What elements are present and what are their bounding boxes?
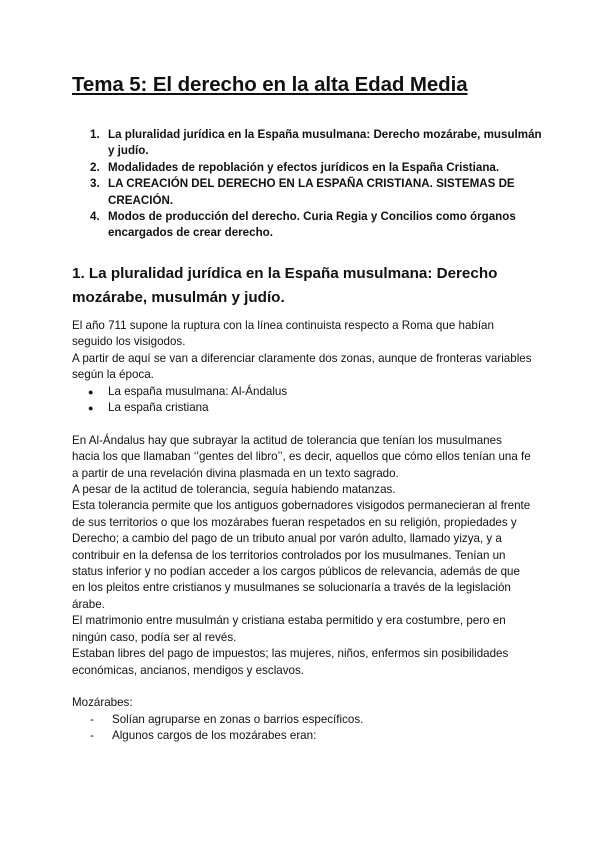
mozarabes-label: Mozárabes: bbox=[72, 696, 133, 710]
paragraph: A pesar de la actitud de tolerancia, seguía habiendo matanzas. bbox=[72, 483, 396, 497]
list-item bbox=[72, 728, 532, 744]
list-item bbox=[72, 400, 532, 416]
list-item-text: La españa musulmana: Al-Ándalus bbox=[108, 384, 288, 398]
bullet-icon: ● bbox=[88, 403, 94, 414]
list-item-text: Solían agruparse en zonas o barrios específicos. bbox=[112, 712, 364, 726]
toc-item bbox=[72, 176, 542, 209]
dash-icon: - bbox=[90, 712, 94, 726]
toc-text: Modalidades de repoblación y efectos jurídicos en la España Cristiana. bbox=[108, 160, 500, 174]
paragraph: A partir de aquí se van a diferenciar claramente dos zonas, aunque de fronteras variables según la época. bbox=[72, 351, 532, 382]
bullet-list bbox=[72, 384, 532, 417]
toc-text: LA CREACIÓN DEL DERECHO EN LA ESPAÑA CRISTIANA. SISTEMAS DE CREACIÓN. bbox=[108, 177, 515, 207]
section-body bbox=[72, 318, 532, 745]
toc-number: 2. bbox=[90, 160, 100, 174]
toc-text: Modos de producción del derecho. Curia Regia y Concilios como órganos encargados de crear derecho. bbox=[108, 210, 516, 240]
table-of-contents bbox=[72, 127, 542, 242]
dash-icon: - bbox=[90, 729, 94, 743]
paragraph: El año 711 supone la ruptura con la línea continuista respecto a Roma que habían seguido los visigodos. bbox=[72, 319, 494, 349]
list-item-text: La españa cristiana bbox=[108, 401, 209, 415]
toc-number: 3. bbox=[90, 177, 100, 191]
spacer bbox=[72, 416, 532, 432]
list-item bbox=[72, 384, 532, 400]
toc-number: 4. bbox=[90, 210, 100, 224]
bullet-icon: ● bbox=[88, 386, 94, 397]
toc-number: 1. bbox=[90, 128, 100, 141]
page-title: Tema 5: El derecho en la alta Edad Media bbox=[72, 73, 468, 96]
list-item bbox=[72, 712, 532, 728]
paragraph: El matrimonio entre musulmán y cristiana estaba permitido y era costumbre, pero en ningún caso, podía ser al revés. bbox=[72, 614, 506, 644]
paragraph: Esta tolerancia permite que los antiguos gobernadores visigodos permanecieran al frente de sus territorios o que los mozárabes fueran respetados en su religión, propiedades y Derecho; a cambio del pago de un tributo anual por varón adulto, llamado yizya, y a contribuir en la defensa de los territorios controlados por los musulmanes. Tenían un status inferior y no podían acceder a los cargos públicos de relevancia, además de que en los pleitos entre cristianos y musulmanes se solucionaría a través de la legislación árabe. bbox=[72, 499, 531, 611]
toc-item bbox=[72, 127, 542, 160]
toc-text: La pluralidad jurídica en la España musulmana: Derecho mozárabe, musulmán y judío. bbox=[108, 128, 542, 158]
paragraph: Estaban libres del pago de impuestos; las mujeres, niños, enfermos sin posibilidades económicas, ancianos, mendigos y esclavos. bbox=[72, 647, 509, 677]
toc-item bbox=[72, 209, 542, 242]
list-item-text: Algunos cargos de los mozárabes eran: bbox=[112, 729, 317, 743]
toc-item bbox=[72, 160, 542, 176]
paragraph: En Al-Ándalus hay que subrayar la actitud de tolerancia que tenían los musulmanes hacia los que llamaban ‘’gentes del libro’’, es decir, aquellos que cómo ellos tenían una fe a partir de una revelación divina plasmada en un texto sagrado. bbox=[72, 433, 531, 480]
dash-list bbox=[72, 712, 532, 745]
spacer bbox=[72, 679, 532, 695]
section-heading: 1. La pluralidad jurídica en la España musulmana: Derecho mozárabe, musulmán y judío. bbox=[72, 265, 498, 306]
